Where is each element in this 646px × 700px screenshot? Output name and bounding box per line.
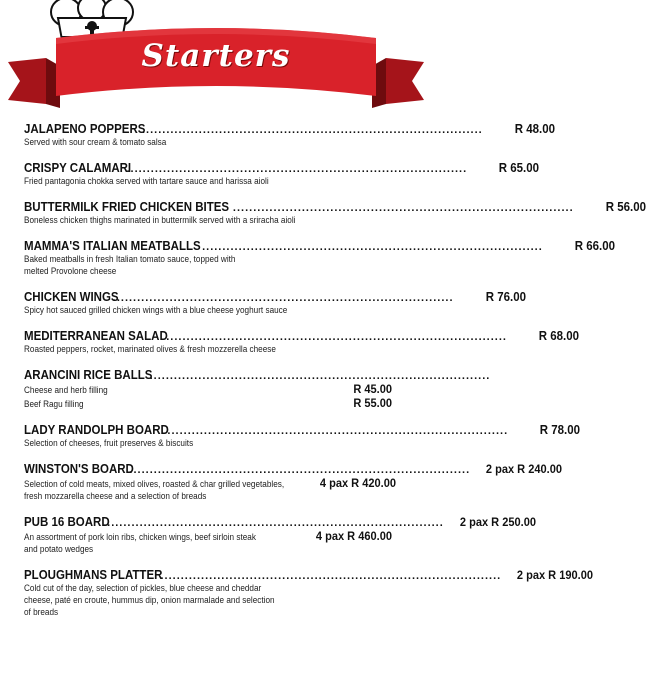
dot-leader: .................................................................................... xyxy=(141,124,483,136)
dot-leader: .................................................................................... xyxy=(202,241,543,253)
page-title: Starters xyxy=(141,38,291,74)
menu-item xyxy=(24,329,579,355)
item-line xyxy=(24,529,392,543)
item-description: Boneless chicken thighs marinated in buttermilk served with a sriracha aioli xyxy=(24,215,296,225)
item-description: fresh mozzarella cheese and a selection of breads xyxy=(24,491,207,501)
item-line xyxy=(24,543,392,555)
item-description: Cold cut of the day, selection of pickles, blue cheese and cheddar xyxy=(24,583,262,593)
item-price: 4 pax R 460.00 xyxy=(315,529,392,543)
option-label: Cheese and herb filling xyxy=(24,385,108,395)
item-name: MAMMA'S ITALIAN MEATBALLS xyxy=(24,239,201,253)
dot-leader: .................................................................................... xyxy=(126,163,468,175)
item-name: CHICKEN WINGS xyxy=(24,290,119,304)
menu-item xyxy=(24,568,594,618)
item-description: Fried pantagonia chokka served with tartare sauce and harissa aioli xyxy=(24,176,269,186)
item-price: R 76.00 xyxy=(485,290,526,304)
item-price: R 56.00 xyxy=(605,200,646,214)
item-option xyxy=(24,382,392,396)
dot-leader: .................................................................................... xyxy=(166,331,507,343)
item-name: BUTTERMILK FRIED CHICKEN BITES xyxy=(24,200,230,214)
option-price: R 55.00 xyxy=(353,396,392,410)
menu-item xyxy=(24,423,581,449)
dot-leader: .................................................................................... xyxy=(103,517,444,529)
item-name: CRISPY CALAMARI xyxy=(24,161,132,175)
menu-item xyxy=(24,515,536,555)
item-price: R 66.00 xyxy=(574,239,615,253)
item-name: WINSTON'S BOARD xyxy=(24,462,134,476)
item-name: LADY RANDOLPH BOARD xyxy=(24,423,169,437)
dot-leader: .................................................................................... xyxy=(129,464,471,476)
item-name: PUB 16 BOARD xyxy=(24,515,110,529)
item-option xyxy=(24,396,392,410)
item-name: ARANCINI RICE BALLS xyxy=(24,368,153,382)
menu-item xyxy=(24,239,615,277)
item-price: 2 pax R 250.00 xyxy=(459,515,536,529)
option-price: R 45.00 xyxy=(353,382,392,396)
item-description: Spicy hot sauced grilled chicken wings with a blue cheese yoghurt sauce xyxy=(24,305,288,315)
item-price: 2 pax R 190.00 xyxy=(517,568,594,582)
item-name: PLOUGHMANS PLATTER xyxy=(24,568,163,582)
item-description: and potato wedges xyxy=(24,544,94,554)
item-description: cheese, paté en croute, hummus dip, onion marmalade and selection xyxy=(24,595,275,605)
header xyxy=(0,0,432,118)
item-description: Baked meatballs in fresh Italian tomato sauce, topped with xyxy=(24,254,236,264)
item-name: MEDITERRANEAN SALAD xyxy=(24,329,168,343)
dot-leader: .................................................................................... xyxy=(232,202,574,214)
menu-item xyxy=(24,462,563,502)
dot-leader: .................................................................................... xyxy=(149,370,491,382)
item-description: melted Provolone cheese xyxy=(24,266,117,276)
item-line xyxy=(24,476,396,490)
dot-leader: .................................................................................... xyxy=(167,425,509,437)
item-price: R 68.00 xyxy=(538,329,579,343)
menu-item xyxy=(24,368,491,410)
item-name: JALAPENO POPPERS xyxy=(24,122,146,136)
menu-item xyxy=(24,290,526,316)
option-label: Beef Ragu filling xyxy=(24,399,84,409)
dot-leader: .................................................................................... xyxy=(160,570,502,582)
item-description: of breads xyxy=(24,607,59,617)
dot-leader: .................................................................................... xyxy=(112,292,454,304)
item-price: 4 pax R 420.00 xyxy=(319,476,396,490)
item-price: R 78.00 xyxy=(539,423,581,437)
item-description: Served with sour cream & tomato salsa xyxy=(24,137,167,147)
menu-list xyxy=(24,122,646,627)
item-description: Roasted peppers, rocket, marinated olives & fresh mozzerella cheese xyxy=(24,344,276,354)
item-description: Selection of cheeses, fruit preserves & biscuits xyxy=(24,438,194,448)
item-price: R 48.00 xyxy=(514,122,555,136)
menu-item xyxy=(24,200,646,226)
item-price: R 65.00 xyxy=(498,161,540,175)
menu-item xyxy=(24,122,555,148)
item-line xyxy=(24,490,392,502)
item-description: An assortment of pork loin ribs, chicken wings, beef sirloin steak xyxy=(24,532,256,542)
item-price: 2 pax R 240.00 xyxy=(486,462,563,476)
item-description: Selection of cold meats, mixed olives, roasted & char grilled vegetables, xyxy=(24,479,285,489)
menu-item xyxy=(24,161,540,187)
